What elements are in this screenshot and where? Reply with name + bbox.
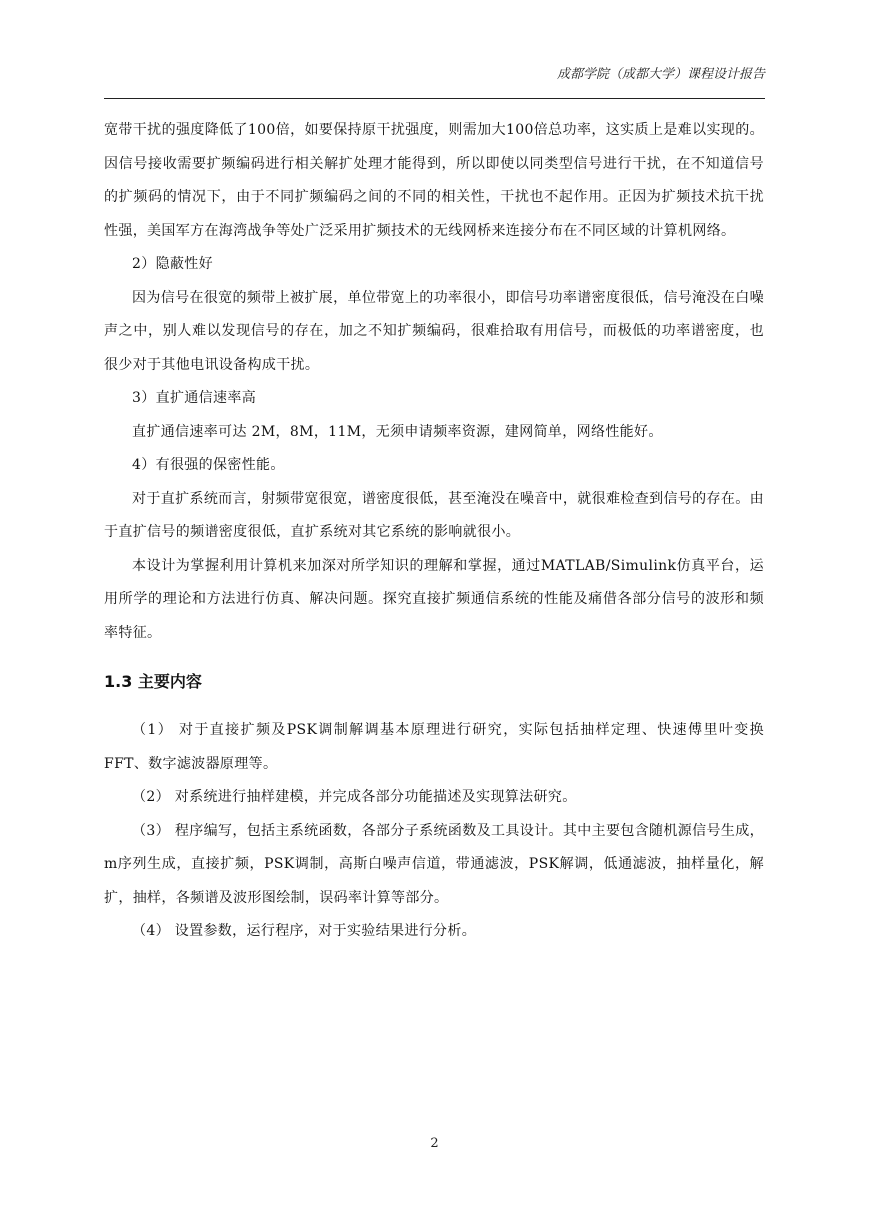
subheading-speed: 3）直扩通信速率高 [132, 390, 257, 406]
list-item: （4） 设置参数，运行程序，对于实验结果进行分析。 [132, 923, 477, 939]
paragraph-continued: 宽带干扰的强度降低了100倍，如要保持原干扰强度，则需加大100倍总功率，这实质上是难以实现的。因信号接收需要扩频编码进行相关解扩处理才能得到，所以即使以同类型信号进行干扰，在不知道信号的扩频码的情况下，由于不同扩频编码之间的不同的相关性，干扰也不起作用。正因为扩频技术抗干扰性强，美国军方在海湾战争等处广泛采用扩频技术的无线网桥来连接分布在不同区域的计算机网络。 [104, 122, 764, 239]
section-title: 1.3 主要内容 [104, 672, 202, 691]
header-title: 成都学院（成都大学）课程设计报告 [556, 67, 765, 82]
page-header [104, 66, 765, 99]
list-item: （3） 程序编写，包括主系统函数，各部分子系统函数及工具设计。其中主要包含随机源信号生成，m序列生成，直接扩频，PSK调制，高斯白噪声信道，带通滤波，PSK解调，低通滤波，抽样量化，解扩，抽样，各频谱及波形图绘制，误码率计算等部分。 [104, 822, 764, 906]
page-number: 2 [430, 1136, 439, 1151]
paragraph-concealment: 因为信号在很宽的频带上被扩展，单位带宽上的功率很小，即信号功率谱密度很低，信号淹没在白噪声之中，别人难以发现信号的存在，加之不知扩频编码，很难拾取有用信号，而极低的功率谱密度，也很少对于其他电讯设备构成干扰。 [104, 289, 764, 373]
list-item: （1） 对于直接扩频及PSK调制解调基本原理进行研究，实际包括抽样定理、快速傅里叶变换FFT、数字滤波器原理等。 [104, 722, 764, 772]
page-body [104, 114, 764, 949]
paragraph-design-purpose: 本设计为掌握利用计算机来加深对所学知识的理解和掌握，通过MATLAB/Simulink仿真平台，运用所学的理论和方法进行仿真、解决问题。探究直接扩频通信系统的性能及痛借各部分信号的波形和频率特征。 [104, 557, 764, 641]
subheading-concealment: 2）隐蔽性好 [132, 256, 214, 272]
paragraph-security: 对于直扩系统而言，射频带宽很宽，谱密度很低，甚至淹没在噪音中，就很难检查到信号的存在。由于直扩信号的频谱密度很低，直扩系统对其它系统的影响就很小。 [104, 490, 764, 540]
paragraph-speed: 直扩通信速率可达 2M，8M，11M，无须申请频率资源，建网简单，网络性能好。 [132, 423, 663, 440]
subheading-security: 4）有很强的保密性能。 [132, 457, 285, 473]
list-item: （2） 对系统进行抽样建模，并完成各部分功能描述及实现算法研究。 [132, 789, 577, 805]
